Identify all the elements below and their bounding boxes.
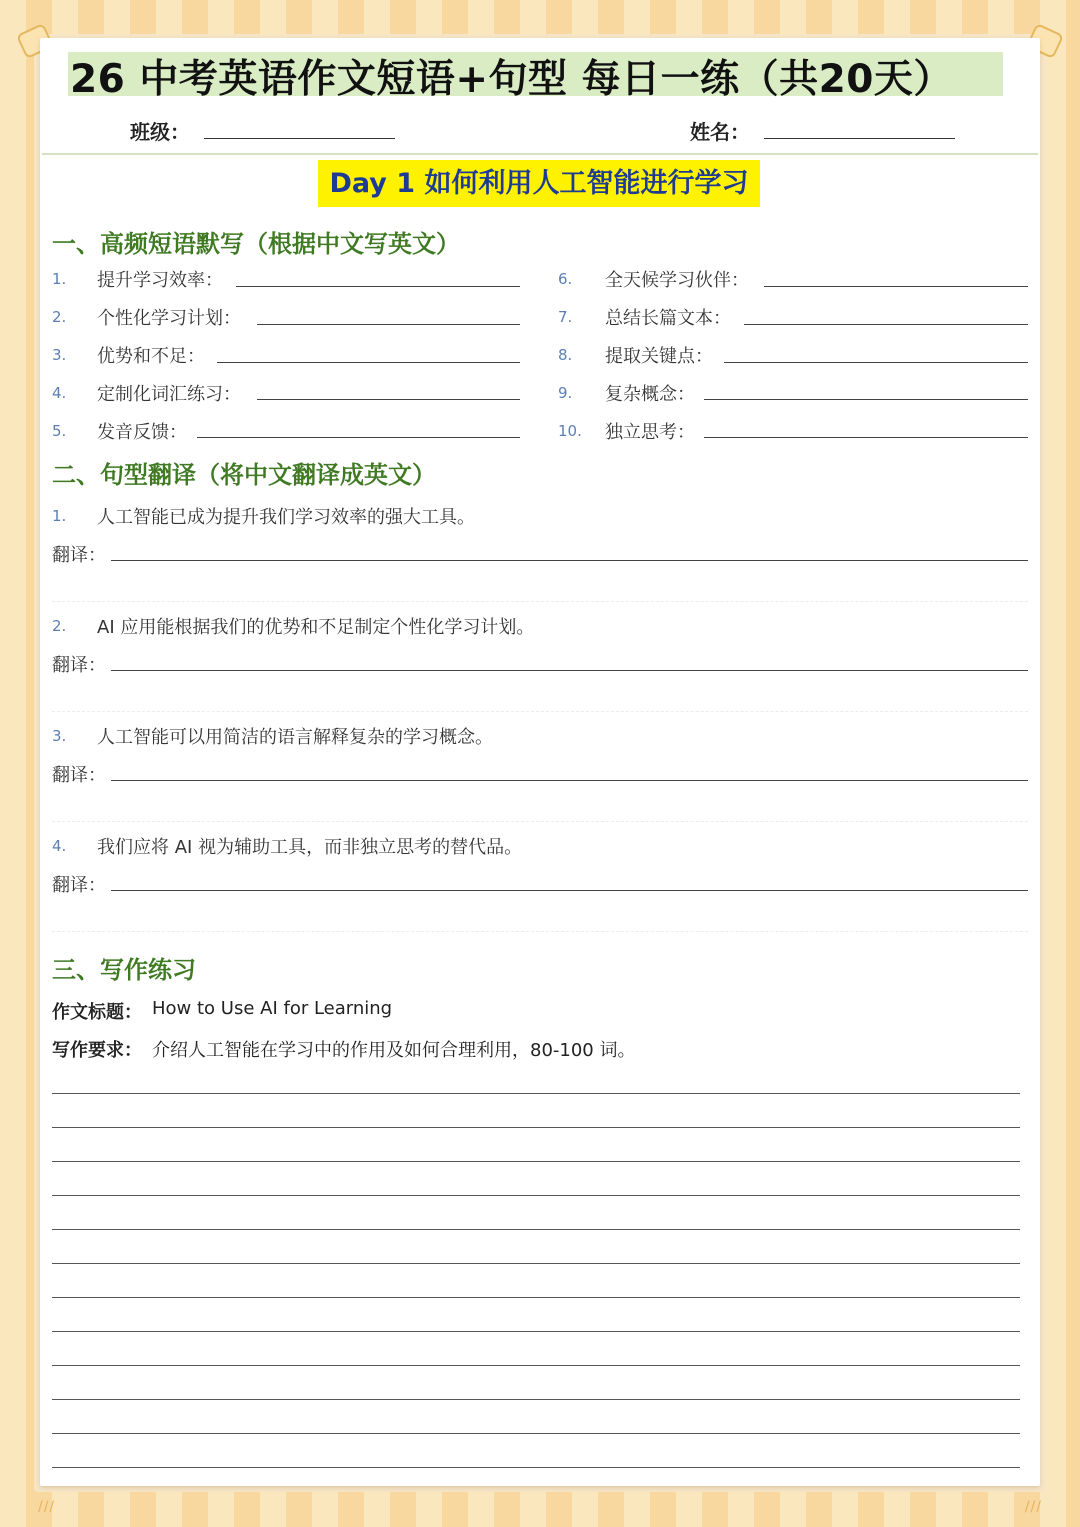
writing-line[interactable] xyxy=(52,1399,1020,1400)
writing-line[interactable] xyxy=(52,1365,1020,1366)
translate-label: 翻译： xyxy=(52,765,106,786)
sentence-number: 2. xyxy=(52,617,67,635)
phrase-answer-line[interactable] xyxy=(764,286,1028,287)
class-field[interactable] xyxy=(204,138,395,139)
sentence-prompt: 人工智能可以用简洁的语言解释复杂的学习概念。 xyxy=(97,727,493,748)
writing-line[interactable] xyxy=(52,1433,1020,1434)
topic-value: How to Use AI for Learning xyxy=(152,998,393,1019)
sentence-number: 3. xyxy=(52,727,67,745)
phrase-prompt: 总结长篇文本： xyxy=(605,308,731,329)
sentence-number: 1. xyxy=(52,507,67,525)
phrase-answer-line[interactable] xyxy=(217,362,520,363)
phrase-answer-line[interactable] xyxy=(744,324,1028,325)
translate-label: 翻译： xyxy=(52,655,106,676)
translate-label: 翻译： xyxy=(52,545,106,566)
sentence-divider xyxy=(52,821,1028,822)
phrase-prompt: 个性化学习计划： xyxy=(97,308,241,329)
phrase-number: 2. xyxy=(52,308,67,326)
phrase-prompt: 发音反馈： xyxy=(97,422,187,443)
writing-line[interactable] xyxy=(52,1263,1020,1264)
phrase-prompt: 定制化词汇练习： xyxy=(97,384,241,405)
phrase-answer-line[interactable] xyxy=(257,324,520,325)
sentence-prompt: 人工智能已成为提升我们学习效率的强大工具。 xyxy=(97,507,475,528)
writing-line[interactable] xyxy=(52,1331,1020,1332)
phrase-prompt: 独立思考： xyxy=(605,422,695,443)
translation-answer-line[interactable] xyxy=(111,780,1028,781)
phrase-number: 9. xyxy=(558,384,573,402)
sentence-divider xyxy=(52,711,1028,712)
page-title: 26 中考英语作文短语+句型 每日一练（共20天） xyxy=(70,57,953,102)
phrase-answer-line[interactable] xyxy=(236,286,520,287)
writing-line[interactable] xyxy=(52,1297,1020,1298)
requirement-label: 写作要求： xyxy=(52,1040,142,1061)
phrase-number: 8. xyxy=(558,346,573,364)
writing-line[interactable] xyxy=(52,1161,1020,1162)
name-field[interactable] xyxy=(764,138,955,139)
phrase-answer-line[interactable] xyxy=(704,437,1028,438)
name-label: 姓名： xyxy=(690,120,750,144)
phrase-answer-line[interactable] xyxy=(724,362,1028,363)
day-title: Day 1 如何利用人工智能进行学习 xyxy=(318,160,760,207)
phrase-prompt: 优势和不足： xyxy=(97,346,205,367)
writing-line[interactable] xyxy=(52,1195,1020,1196)
sentence-prompt: AI 应用能根据我们的优势和不足制定个性化学习计划。 xyxy=(97,617,535,638)
decoration-marks-left: /// xyxy=(38,1499,56,1515)
phrase-prompt: 提取关键点： xyxy=(605,346,713,367)
section1-title: 一、高频短语默写（根据中文写英文） xyxy=(52,230,460,258)
class-label: 班级： xyxy=(130,120,190,144)
topic-label: 作文标题： xyxy=(52,1002,142,1023)
phrase-number: 4. xyxy=(52,384,67,402)
translation-answer-line[interactable] xyxy=(111,560,1028,561)
phrase-number: 3. xyxy=(52,346,67,364)
translation-answer-line[interactable] xyxy=(111,670,1028,671)
sentence-divider xyxy=(52,931,1028,932)
phrase-answer-line[interactable] xyxy=(704,399,1028,400)
header-divider xyxy=(42,153,1038,155)
section2-title: 二、句型翻译（将中文翻译成英文） xyxy=(52,461,436,489)
sentence-number: 4. xyxy=(52,837,67,855)
phrase-number: 7. xyxy=(558,308,573,326)
sentence-prompt: 我们应将 AI 视为辅助工具，而非独立思考的替代品。 xyxy=(97,837,523,858)
writing-line[interactable] xyxy=(52,1229,1020,1230)
sentence-divider xyxy=(52,601,1028,602)
translation-answer-line[interactable] xyxy=(111,890,1028,891)
requirement-value: 介绍人工智能在学习中的作用及如何合理利用，80-100 词。 xyxy=(152,1040,636,1061)
phrase-prompt: 提升学习效率： xyxy=(97,270,223,291)
writing-line[interactable] xyxy=(52,1093,1020,1094)
phrase-number: 6. xyxy=(558,270,573,288)
translate-label: 翻译： xyxy=(52,875,106,896)
phrase-prompt: 复杂概念： xyxy=(605,384,695,405)
phrase-number: 1. xyxy=(52,270,67,288)
phrase-answer-line[interactable] xyxy=(197,437,520,438)
phrase-prompt: 全天候学习伙伴： xyxy=(605,270,749,291)
decoration-marks-right: /// xyxy=(1024,1499,1042,1515)
writing-line[interactable] xyxy=(52,1127,1020,1128)
phrase-number: 10. xyxy=(558,422,582,440)
section3-title: 三、写作练习 xyxy=(52,956,196,984)
phrase-number: 5. xyxy=(52,422,67,440)
writing-line[interactable] xyxy=(52,1467,1020,1468)
phrase-answer-line[interactable] xyxy=(257,399,520,400)
